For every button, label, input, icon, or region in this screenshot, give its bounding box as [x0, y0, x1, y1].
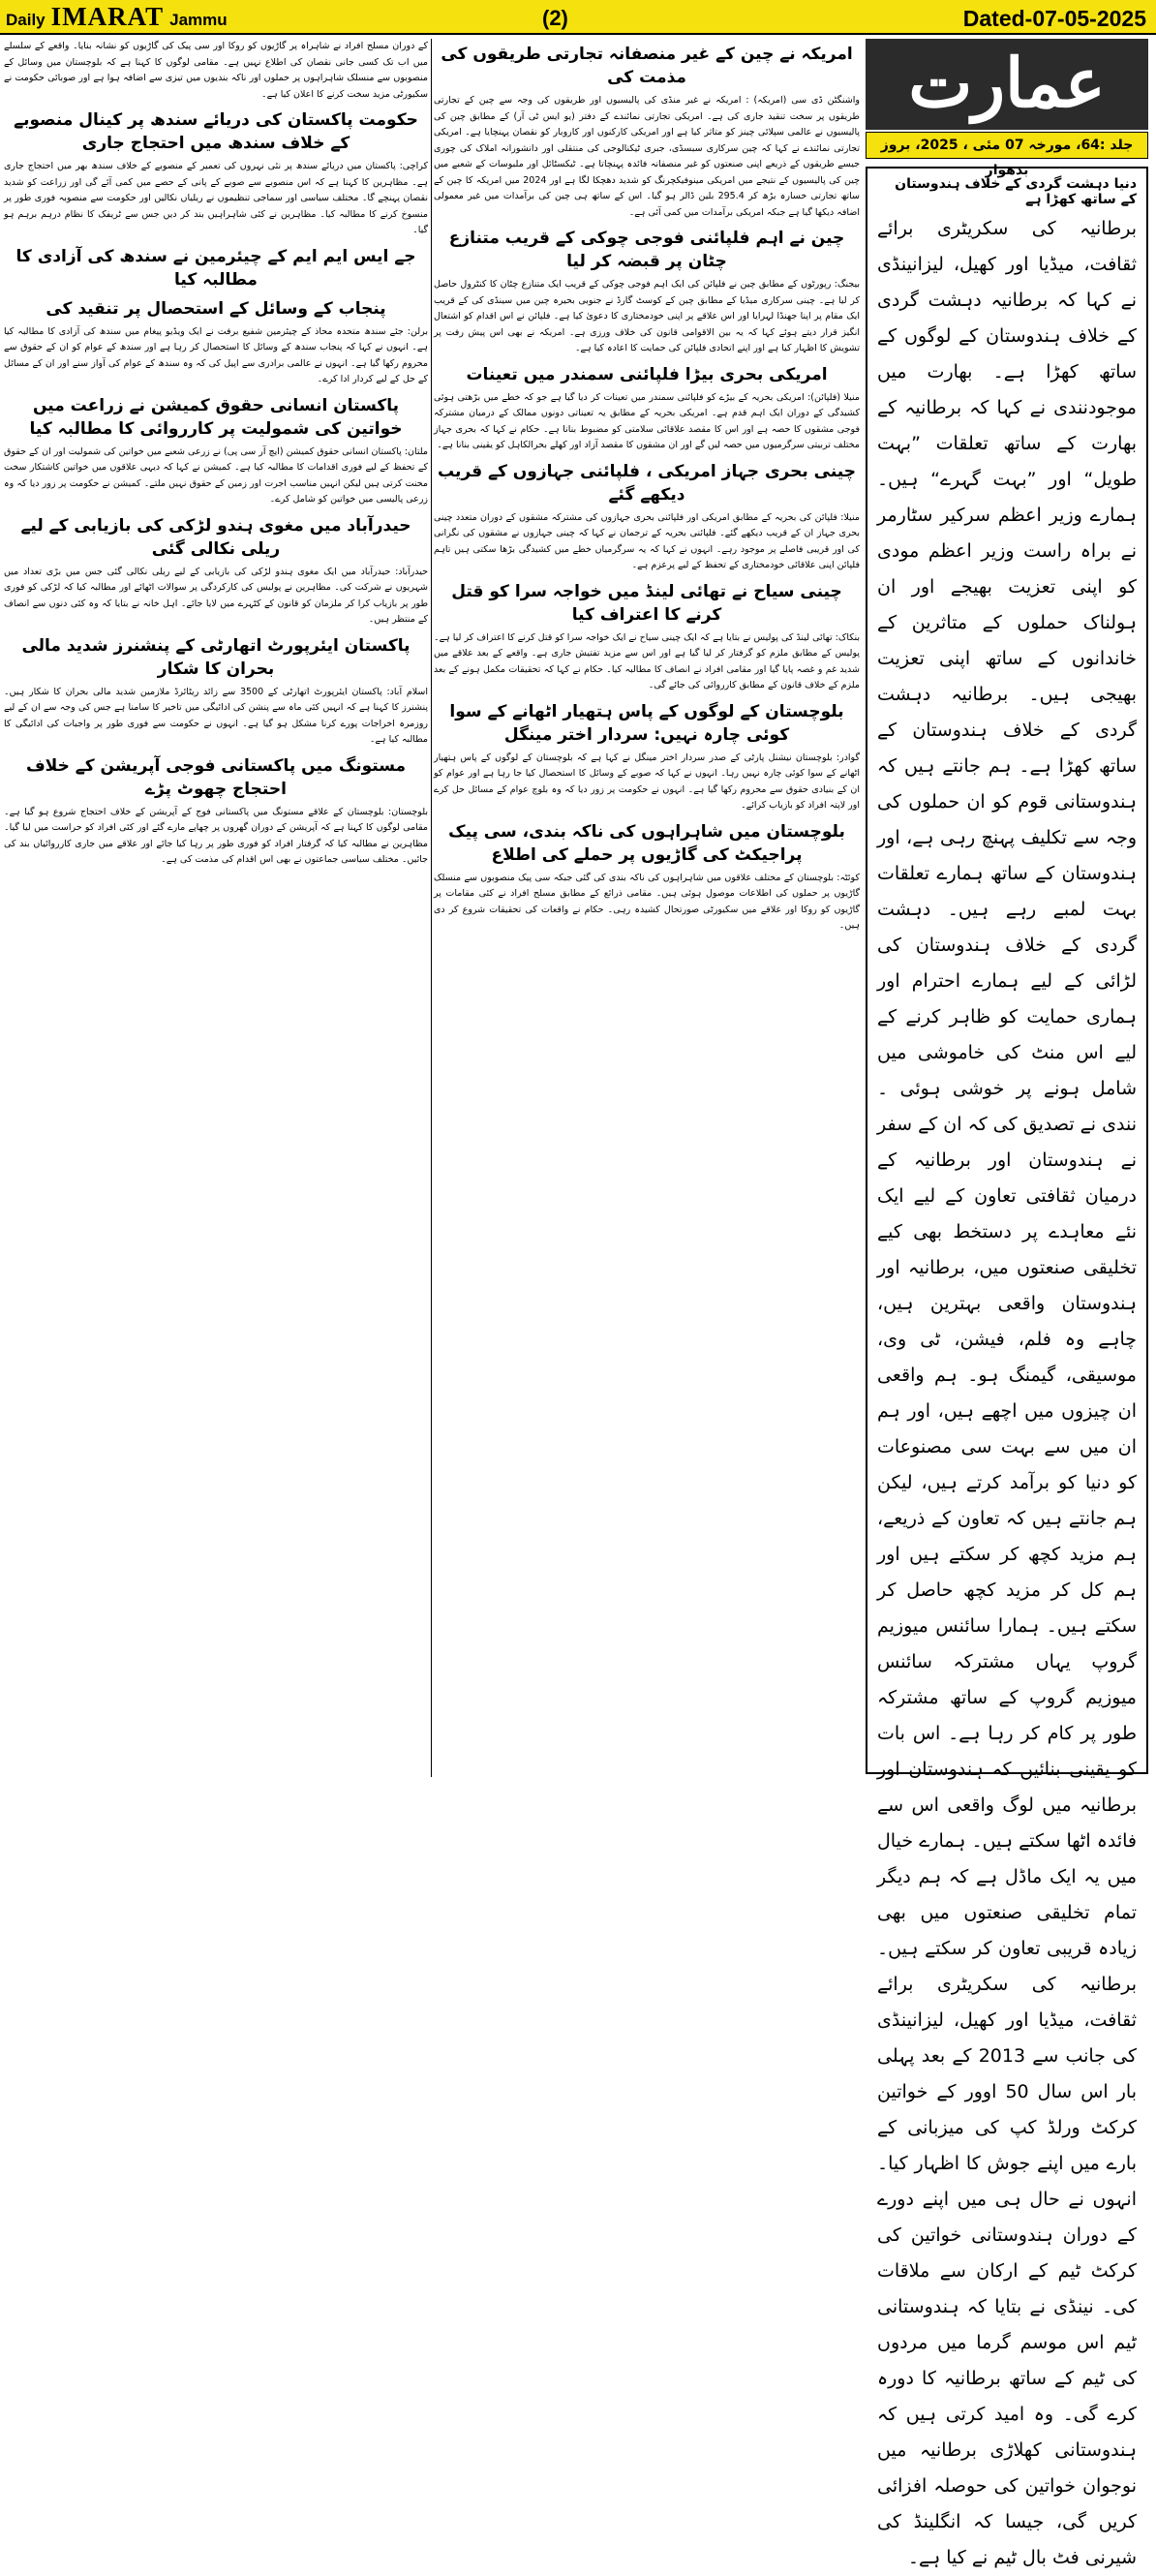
article-text: گوادر: بلوچستان نیشنل پارٹی کے صدر سردار اختر مینگل نے کہا ہے کہ بلوچستان کے لوگوں کے پاس ہتھیار اٹھانے کے سوا کوئی چارہ نہیں رہا۔ انہوں نے کہا کہ صوبے کے وسائل کا استحصال کیا جا رہا ہے اور عوام کو ان کے بنیادی حقوق سے محروم رکھا گیا ہے۔ انہوں نے حکومت پر زور دیا کہ وہ بلوچ عوام کے مسائل حل کرے اور لاپتہ افراد کو بازیاب کرائے۔ [434, 751, 860, 811]
article [4, 108, 428, 239]
article [434, 460, 860, 574]
article-text: کراچی: پاکستان میں دریائے سندھ پر نئی نہروں کی تعمیر کے منصوبے کے خلاف سندھ بھر میں احتجاج جاری ہے۔ مظاہرین کا کہنا ہے کہ اس منصوبے سے صوبے کے پانی کے حصے میں کمی آئے گی اور زراعت کو شدید نقصان پہنچے گا۔ مختلف سیاسی اور سماجی تنظیموں نے ریلیاں نکالیں اور حکومت سے منصوبہ فوری طور پر منسوخ کرنے کا مطالبہ کیا۔ مظاہرین نے کئی شاہراہیں بند کر دیں جس سے ٹریفک کا نظام درہم برہم ہو گیا۔ [4, 161, 428, 235]
article-headline: بلوچستان کے لوگوں کے پاس ہتھیار اٹھانے کے سوا کوئی چارہ نہیں: سردار اختر مینگل [449, 701, 844, 745]
article [434, 227, 860, 357]
article [434, 363, 860, 454]
article-text: حیدرآباد: حیدرآباد میں ایک مغوی ہندو لڑکی کی بازیابی کے لیے ریلی نکالی گئی جس میں بڑی تعداد میں شہریوں نے شرکت کی۔ مظاہرین نے پولیس کی کارکردگی پر سوالات اٹھائے اور مطالبہ کیا کہ لڑکی کو فوری طور پر بازیاب کرا کر ملزمان کو قانون کے کٹہرے میں لایا جائے۔ اہل خانہ نے بتایا کہ وہ کئی دنوں سے انصاف کے منتظر ہیں۔ [4, 566, 428, 625]
masthead-logo: عمارت [866, 39, 1148, 130]
article-headline: چینی بحری جہاز امریکی ، فلپائنی جہازوں کے قریب دیکھے گئے [437, 461, 856, 505]
left-column [4, 39, 428, 1777]
article [4, 514, 428, 629]
article [4, 39, 428, 103]
paper-title: IMARAT [50, 2, 165, 31]
article-text: منیلا: فلپائن کی بحریہ کے مطابق امریکی اور فلپائنی بحری جہازوں کی مشترکہ مشقوں کے دوران متعدد چینی بحری جہاز ان کے قریب دیکھے گئے۔ فلپائنی بحریہ کے ترجمان نے کہا کہ چینی جہازوں نے مشقوں کی نگرانی کی اور قریبی فاصلے پر موجود رہے۔ انہوں نے کہا کہ یہ سرگرمیاں خطے میں کشیدگی بڑھا سکتی ہیں تاہم فلپائن اپنی علاقائی خودمختاری کے تحفظ کے لیے پرعزم ہے۔ [434, 511, 860, 570]
page-number: (2) [542, 6, 568, 30]
article [4, 634, 428, 749]
article-headline: بلوچستان میں شاہراہوں کی ناکہ بندی، سی پیک پراجیکٹ کی گاڑیوں پر حملے کی اطلاع [448, 821, 845, 865]
article-text: بنکاک: تھائی لینڈ کی پولیس نے بتایا ہے کہ ایک چینی سیاح نے ایک خواجہ سرا کو قتل کرنے کا اعتراف کر لیا ہے۔ پولیس کے مطابق ملزم کو گرفتار کر لیا گیا ہے اور اس سے مزید تفتیش جاری ہے۔ واقعے کے بعد علاقے میں شدید غم و غصہ پایا گیا اور مقامی افراد نے انصاف کا مطالبہ کیا۔ حکام نے کہا کہ تحقیقات مکمل ہونے کے بعد ملزم کے خلاف قانون کے مطابق کارروائی کی جائے گی۔ [434, 631, 860, 690]
article-text: اسلام آباد: پاکستان ایئرپورٹ اتھارٹی کے 3500 سے زائد ریٹائرڈ ملازمین شدید مالی بحران کا شکار ہیں۔ پنشنرز کا کہنا ہے کہ انہیں کئی ماہ سے پنشن کی ادائیگی میں تاخیر کا سامنا ہے جس کی وجہ سے ان کے لیے روزمرہ اخراجات پورے کرنا مشکل ہو گیا ہے۔ انہوں نے حکومت سے فوری طور پر واجبات کی ادائیگی کا مطالبہ کیا ہے۔ [4, 686, 428, 745]
article-headline: جے ایس ایم ایم کے چیئرمین نے سندھ کی آزادی کا مطالبہ کیا [15, 246, 416, 290]
date-label: Dated-07-05-2025 [962, 6, 1146, 31]
article-text: منیلا (فلپائن): امریکی بحریہ کے بیڑے کو فلپائنی سمندر میں تعینات کر دیا گیا ہے جو کہ خطے میں بڑھتی ہوئی کشیدگی کے دوران ایک اہم قدم ہے۔ امریکی بحریہ کے مطابق یہ تعیناتی دونوں ممالک کے درمیان مشترکہ فوجی مشقوں کا حصہ ہے اور اس کا مقصد علاقائی سلامتی کو مضبوط بنانا ہے۔ حکام نے کہا کہ بحری جہاز مختلف تربیتی سرگرمیوں میں حصہ لیں گے اور ان مشقوں کا مقصد آزاد اور کھلے بحرالکاہل کو یقینی بنانا ہے۔ [434, 391, 860, 450]
city-label: Jammu [169, 11, 228, 29]
article-headline: امریکی بحری بیڑا فلپائنی سمندر میں تعینات [466, 364, 828, 384]
article [434, 700, 860, 814]
article [4, 754, 428, 869]
issue-line: جلد :64، مورخہ 07 مئی ، 2025، بروز بدھوار [866, 132, 1148, 159]
article-text: واشنگٹن ڈی سی (امریکہ) : امریکہ نے غیر منڈی کی پالیسیوں اور طریقوں کی وجہ سے چین کے تجارتی طریقوں پر سخت تنقید جاری کی ہے۔ امریکی تجارتی نمائندے کے دفتر (یو ایس ٹی آر) کے مطابق چین کی پالیسیوں نے عالمی سپلائی چینز کو متاثر کیا ہے اور امریکی کارکنوں اور کاروبار کو نقصان پہنچایا ہے۔ امریکی تجارتی نمائندے نے کہا کہ چین سرکاری سبسڈی، جبری ٹیکنالوجی کی منتقلی اور دانشورانہ املاک کی چوری جیسے طریقوں کے ذریعے اپنی صنعتوں کو غیر منصفانہ فائدہ پہنچاتا ہے۔ ٹیکسٹائل اور ملبوسات کے شعبے میں چین کی پالیسیوں کے نتیجے میں امریکی مینوفیکچرنگ کو شدید دھچکا لگا ہے اور 2024 میں امریکہ کا چین کے ساتھ تجارتی خسارہ بڑھ کر 295.4 بلین ڈالر ہو گیا۔ اس کے ساتھ ہی چین کی برآمدات میں غیر معمولی اضافہ دیکھا گیا ہے جبکہ امریکی برآمدات میں کمی آئی ہے۔ [434, 95, 860, 218]
paper-name [6, 2, 228, 31]
article-headline: حکومت پاکستان کی دریائے سندھ پر کینال منصوبے کے خلاف سندھ میں احتجاج جاری [14, 110, 418, 153]
article [434, 580, 860, 694]
header-strip [0, 0, 1156, 35]
column-divider [431, 39, 432, 1777]
article-text: بیجنگ: رپورٹوں کے مطابق چین نے فلپائن کی ایک اہم فوجی چوکی کے قریب ایک متنازع چٹان کا کنٹرول حاصل کر لیا ہے۔ چینی سرکاری میڈیا کے مطابق چین کے کوسٹ گارڈ نے جنوبی بحیرہ چین میں سینڈی کی کے قریب ایک مقام پر اپنا جھنڈا لہرایا اور اس علاقے پر اپنی خودمختاری کا دعویٰ کیا ہے۔ فلپائن نے اس اقدام کو اشتعال انگیز قرار دیتے ہوئے کہا کہ یہ بین الاقوامی قانون کی خلاف ورزی ہے۔ امریکہ نے بھی اس پیش رفت پر تشویش کا اظہار کیا ہے اور اپنے اتحادی فلپائن کی حمایت کا اعادہ کیا ہے۔ [434, 279, 860, 353]
article-headline: پنجاب کے وسائل کے استحصال پر تنقید کی [46, 298, 386, 319]
article-text: بلوچستان: بلوچستان کے علاقے مستونگ میں پاکستانی فوج کے آپریشن کے خلاف احتجاج شروع ہو گیا ہے۔ مقامی لوگوں کا کہنا ہے کہ آپریشن کے دوران گھروں پر چھاپے مارے گئے اور کئی افراد کو حراست میں لیا گیا۔ مظاہرین نے مطالبہ کیا کہ گرفتار افراد کو فوری طور پر رہا کیا جائے اور علاقے میں جاری کارروائیاں بند کی جائیں۔ مختلف سیاسی جماعتوں نے بھی اس اقدام کی مذمت کی ہے۔ [4, 806, 428, 865]
right-column-lead: دنیا دہشت گردی کے خلاف ہندوستان کے ساتھ کھڑا ہے [895, 176, 1137, 207]
article [4, 297, 428, 388]
right-column-article [866, 167, 1148, 2568]
article [434, 43, 860, 221]
article-headline: پاکستان ایئرپورٹ اتھارٹی کے پنشنرز شدید مالی بحران کا شکار [21, 635, 411, 679]
daily-label: Daily [6, 11, 46, 29]
article-text: کوئٹہ: بلوچستان کے مختلف علاقوں میں شاہراہوں کی ناکہ بندی کی گئی جبکہ سی پیک منصوبوں سے منسلک گاڑیوں پر حملوں کی اطلاعات موصول ہوئی ہیں۔ مقامی ذرائع کے مطابق مسلح افراد نے کئی مقامات پر گاڑیوں کو روکا اور علاقے میں سکیورٹی صورتحال کشیدہ رہی۔ حکام نے واقعات کی تحقیقات شروع کر دی ہیں۔ [434, 872, 860, 931]
article-text: ملتان: پاکستان انسانی حقوق کمیشن (ایچ آر سی پی) نے زرعی شعبے میں خواتین کی شمولیت اور ان کے حقوق کے تحفظ کے لیے فوری اقدامات کا مطالبہ کیا ہے۔ کمیشن نے کہا کہ دیہی علاقوں میں خواتین کاشتکار سخت محنت کرتی ہیں لیکن انہیں مناسب اجرت اور زمین کے حقوق نہیں ملتے۔ کمیشن نے حکومت پر زور دیا کہ وہ زرعی پالیسی میں خواتین کو شامل کرے۔ [4, 445, 428, 505]
article-text: برلن: جئے سندھ متحدہ محاذ کے چیئرمین شفیع برفت نے ایک ویڈیو پیغام میں سندھ کی آزادی کا مطالبہ کیا ہے۔ انہوں نے کہا کہ پنجاب سندھ کے وسائل کا استحصال کر رہا ہے اور سندھ کے عوام کو ان کے حقوق سے محروم رکھا گیا ہے۔ انہوں نے عالمی برادری سے اپیل کی کہ وہ سندھ کے عوام کی آواز سنے اور ان کے مسائل کے حل کے لیے کردار ادا کرے۔ [4, 325, 428, 384]
article-text: کے دوران مسلح افراد نے شاہراہ پر گاڑیوں کو روکا اور سی پیک کی گاڑیوں کو نشانہ بنایا۔ واقعے کے سلسلے میں اب تک کسی جانی نقصان کی اطلاع نہیں ہے۔ مقامی لوگوں کا کہنا ہے کہ بلوچستان میں وسائل کے منصوبوں سے منسلک شاہراہوں پر حملوں اور ناکہ بندیوں میں تیزی سے اضافہ ہوا ہے اور صوبائی حکومت نے سکیورٹی مزید سخت کرنے کا اعلان کیا ہے۔ [4, 41, 428, 100]
article [4, 394, 428, 508]
article [434, 820, 860, 935]
right-column-body: برطانیہ کی سکریٹری برائے ثقافت، میڈیا اور کھیل، لیزانینڈی نے کہا کہ برطانیہ دہشت گردی کے خلاف ہندوستان کے لوگوں کے ساتھ کھڑا ہے۔ بھارت میں موجودنندی نے کہا کہ برطانیہ کے بھارت کے ساتھ تعلقات ”بہت طویل“ اور ”بہت گہرے“ ہیں۔ ہمارے وزیر اعظم سرکیر سٹارمر نے براہ راست وزیر اعظم مودی کو اپنی تعزیت بھیجے اور ان ہولناک حملوں کے متاثرین کے خاندانوں کے ساتھ اپنی تعزیت بھیجی ہیں۔ برطانیہ دہشت گردی کے خلاف ہندوستان کے ساتھ کھڑا ہے۔ ہم جانتے ہیں کہ ہندوستانی قوم کو ان حملوں کی وجہ سے تکلیف پہنچ رہی ہے، اور ہندوستان کے ساتھ ہمارے تعلقات بہت لمبے رہے ہیں۔ دہشت گردی کے خلاف ہندوستان کی لڑائی کے لیے ہمارے احترام اور ہماری حمایت کو ظاہر کرنے کے لیے اس منٹ کی خاموشی میں شامل ہونے پر خوشی ہوئی ۔ نندی نے تصدیق کی کہ ان کے سفر نے ہندوستان اور برطانیہ کے درمیان ثقافتی تعاون کے لیے ایک نئے معاہدے پر دستخط بھی کیے تخلیقی صنعتوں میں، برطانیہ اور ہندوستان واقعی بہترین ہیں، چاہے وہ فلم، فیشن، ٹی وی، موسیقی، گیمنگ ہو۔ ہم واقعی ان چیزوں میں اچھے ہیں، اور ہم ان میں سے بہت سی مصنوعات کو دنیا کو برآمد کرتے ہیں، لیکن ہم جانتے ہیں کہ تعاون کے ذریعے، ہم مزید کچھ کر سکتے ہیں اور ہم کل کر مزید کچھ حاصل کر سکتے ہیں۔ ہمارا سائنس میوزیم گروپ یہاں مشترکہ سائنس میوزیم گروپ کے ساتھ مشترکہ طور پر کام کر رہا ہے۔ اس بات کو یقینی بنائیں کہ ہندوستان اور برطانیہ میں لوگ واقعی اس سے فائدہ اٹھا سکتے ہیں۔ ہمارے خیال میں یہ ایک ماڈل ہے کہ ہم دیگر تمام تخلیقی صنعتوں میں بھی زیادہ قریبی تعاون کر سکتے ہیں۔ برطانیہ کی سکریٹری برائے ثقافت، میڈیا اور کھیل، لیزانینڈی کی جانب سے 2013 کے بعد پہلی بار اس سال 50 اوور کے خواتین کرکٹ ورلڈ کپ کی میزبانی کے بارے میں اپنے جوش کا اظہار کیا۔ انہوں نے حال ہی میں اپنے دورے کے دوران ہندوستانی خواتین کی کرکٹ ٹیم کے ارکان سے ملاقات کی۔ نینڈی نے بتایا کہ ہندوستانی ٹیم اس موسم گرما میں مردوں کی ٹیم کے ساتھ برطانیہ کا دورہ کرے گی۔ وہ امید کرتی ہیں کہ ہندوستانی کھلاڑی برطانیہ میں نوجوان خواتین کی حوصلہ افزائی کریں گی، جیسا کہ انگلینڈ کی شیرنی فٹ بال ٹیم نے کیا ہے۔ [877, 218, 1137, 2568]
article-headline: چینی سیاح نے تھائی لینڈ میں خواجہ سرا کو قتل کرنے کا اعتراف کیا [451, 581, 842, 625]
article-headline: حیدرآباد میں مغوی ہندو لڑکی کی بازیابی کے لیے ریلی نکالی گئی [20, 515, 411, 559]
article-headline: چین نے اہم فلپائنی فوجی چوکی کے قریب متنازع چٹان پر قبضہ کر لیا [448, 229, 845, 271]
article [4, 245, 428, 291]
article-headline: امریکہ نے چین کے غیر منصفانہ تجارتی طریقوں کی مذمت کی [441, 45, 853, 87]
article-headline: پاکستان انسانی حقوق کمیشن نے زراعت میں خواتین کی شمولیت پر کارروائی کا مطالبہ کیا [29, 395, 403, 439]
middle-column [434, 39, 860, 1777]
article-headline: مستونگ میں پاکستانی فوجی آپریشن کے خلاف احتجاج چھوٹ پڑے [25, 755, 407, 799]
